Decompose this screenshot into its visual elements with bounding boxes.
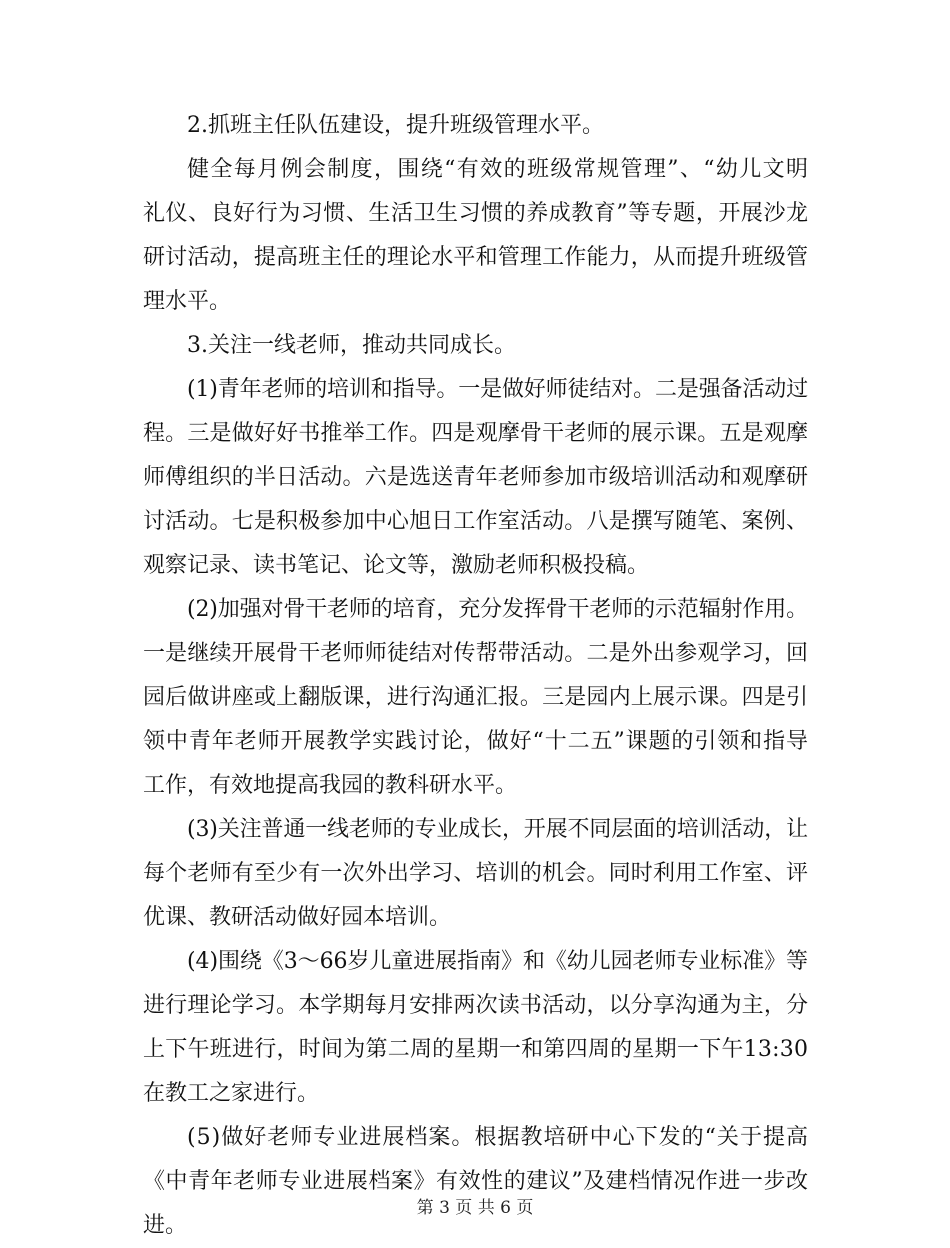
text-line	[0, 280, 950, 324]
text-segment: (4)围绕《3～66岁儿童进展指南》和《幼儿园老师专业标准》等	[187, 949, 808, 974]
text-segment: 优课、教研活动做好园本培训。	[143, 905, 452, 930]
text-segment: 程。三是做好好书推举工作。四是观摩骨干老师的展示课。五是观摩	[143, 421, 809, 446]
text-segment: 进。	[143, 1213, 188, 1238]
text-segment: 上下午班进行，时间为第二周的星期一和第四周的星期一下午13:30	[143, 1037, 809, 1062]
text-segment: 进行理论学习。本学期每月安排两次读书活动，以分享沟通为主，分	[143, 993, 809, 1018]
text-segment: 工作，有效地提高我园的教科研水平。	[143, 773, 518, 798]
text-line	[0, 896, 950, 940]
text-line	[0, 1116, 950, 1160]
text-line	[0, 412, 950, 456]
text-segment: 在教工之家进行。	[143, 1081, 320, 1106]
text-segment: 3.关注一线老师，推动共同成长。	[187, 333, 516, 358]
text-segment: (3)关注普通一线老师的专业成长，开展不同层面的培训活动，让	[187, 817, 808, 842]
text-line	[0, 236, 950, 280]
text-segment: 礼仪、良好行为习惯、生活卫生习惯的养成教育”等专题，开展沙龙	[143, 201, 809, 226]
text-segment: (2)加强对骨干老师的培育，充分发挥骨干老师的示范辐射作用。	[187, 597, 808, 622]
text-line	[0, 720, 950, 764]
text-line	[0, 632, 950, 676]
text-segment: 一是继续开展骨干老师师徒结对传帮带活动。二是外出参观学习，回	[143, 641, 809, 666]
text-line	[0, 1028, 950, 1072]
text-line	[0, 500, 950, 544]
text-segment: (5)做好老师专业进展档案。根据教培研中心下发的“关于提高	[187, 1125, 810, 1150]
text-segment: 园后做讲座或上翻版课，进行沟通汇报。三是园内上展示课。四是引	[143, 685, 809, 710]
text-segment: 2.抓班主任队伍建设，提升班级管理水平。	[187, 113, 604, 138]
text-line	[0, 764, 950, 808]
text-line	[0, 192, 950, 236]
text-segment: 理水平。	[143, 289, 232, 314]
text-line	[0, 456, 950, 500]
text-segment: 每个老师有至少有一次外出学习、培训的机会。同时利用工作室、评	[143, 861, 809, 886]
page-footer: 第 3 页 共 6 页	[416, 1198, 534, 1218]
text-line	[0, 984, 950, 1028]
text-line	[0, 1072, 950, 1116]
text-line	[0, 588, 950, 632]
text-segment: 研讨活动，提高班主任的理论水平和管理工作能力，从而提升班级管	[143, 245, 809, 270]
text-segment: 讨活动。七是积极参加中心旭日工作室活动。八是撰写随笔、案例、	[143, 509, 809, 534]
text-line	[0, 808, 950, 852]
text-segment: 健全每月例会制度，围绕“有效的班级常规管理”、“幼儿文明	[187, 157, 810, 182]
text-line	[0, 544, 950, 588]
text-line	[0, 104, 950, 148]
text-line	[0, 324, 950, 368]
text-segment: (1)青年老师的培训和指导。一是做好师徒结对。二是强备活动过	[187, 377, 808, 402]
text-segment: 《中青年老师专业进展档案》有效性的建议”及建档情况作进一步改	[143, 1169, 809, 1194]
text-segment: 领中青年老师开展教学实践讨论，做好“十二五”课题的引领和指导	[143, 729, 809, 754]
text-line	[0, 676, 950, 720]
text-line	[0, 148, 950, 192]
text-segment: 观察记录、读书笔记、论文等，激励老师积极投稿。	[143, 553, 650, 578]
text-line	[0, 368, 950, 412]
text-line	[0, 852, 950, 896]
text-line	[0, 940, 950, 984]
text-segment: 师傅组织的半日活动。六是选送青年老师参加市级培训活动和观摩研	[143, 465, 809, 490]
